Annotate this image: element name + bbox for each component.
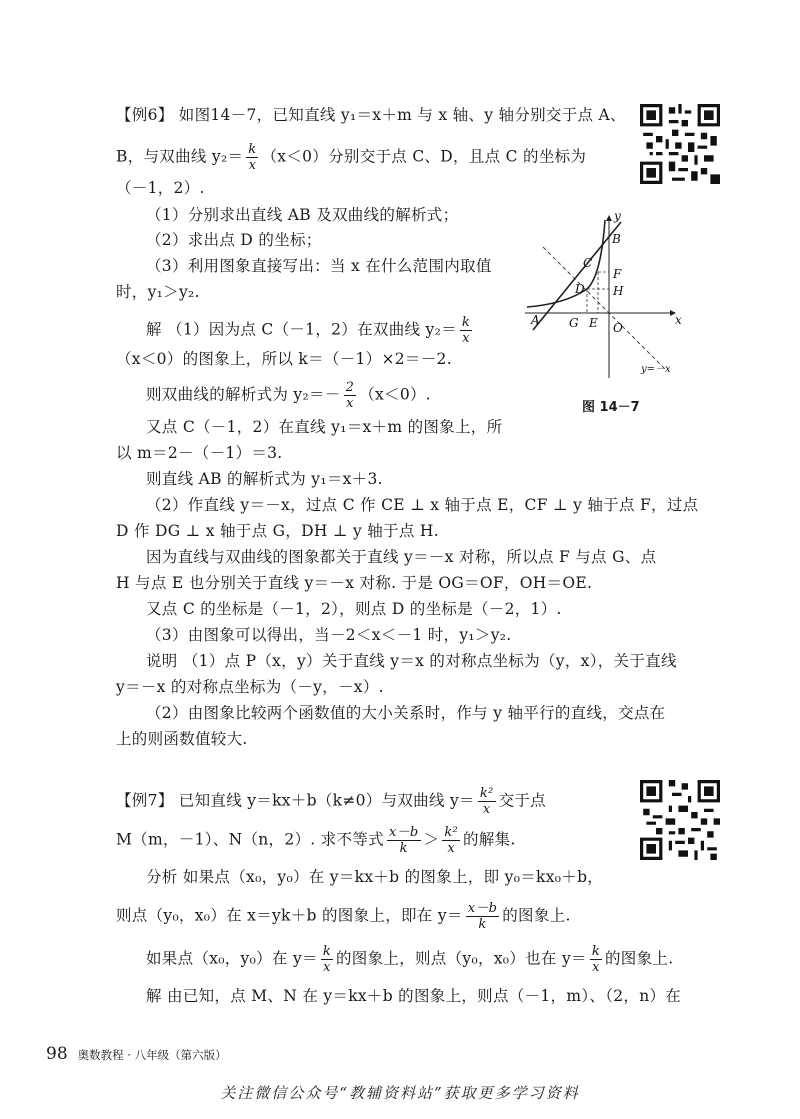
fraction-k2-over-x-2 [442, 825, 460, 856]
ex6-sol-2 [146, 380, 431, 411]
frac-num: k [322, 944, 331, 959]
frac-den: x [447, 841, 455, 856]
ex6-note-1: 说明 （1）点 P（x，y）关于直线 y＝x 的对称点坐标为（y，x），关于直线 [146, 652, 677, 670]
ex7-line-2 [116, 825, 516, 856]
ex7-line-2a: M（m，－1）、N（n，2）. 求不等式 [116, 830, 384, 849]
ex7-analysis-3b: 的图象上，则点（y₀，x₀）也在 y＝ [336, 949, 587, 968]
label-line: y=－x [641, 364, 671, 375]
frac-num: k [591, 944, 600, 959]
frac-den: x [346, 396, 354, 411]
ex6-sol-5: 则直线 AB 的解析式为 y₁＝x＋3. [146, 470, 383, 488]
ex7-solution-1: 解 由已知，点 M、N 在 y＝kx＋b 的图象上，则点（－1，m）、（2，n）在 [146, 987, 682, 1005]
page-number: 98 [46, 1044, 68, 1064]
label-o: O [613, 321, 623, 335]
ex6-note-3: （2）由图象比较两个函数值的大小关系时，作与 y 轴平行的直线，交点在 [146, 704, 666, 722]
line-y-neg-x [543, 247, 665, 369]
ex7-analysis-2a: 则点（y₀，x₀）在 x＝yk＋b 的图象上，即在 y＝ [116, 906, 463, 925]
ex7-line-2b: 的解集. [463, 830, 516, 849]
ex6-line-2a: B，与双曲线 y₂＝ [116, 147, 244, 166]
page-footer [46, 1044, 227, 1064]
label-a: A [531, 313, 540, 327]
frac-num: x－b [388, 825, 419, 840]
ex6-sol-10: 又点 C 的坐标是（－1，2），则点 D 的坐标是（－2，1）. [146, 600, 562, 618]
frac-num: k [248, 142, 257, 157]
ex6-line-1: 【例6】 如图14－7，已知直线 y₁＝x＋m 与 x 轴、y 轴分别交于点 A、 [116, 106, 626, 124]
ex7-analysis-3 [146, 944, 673, 975]
frac-num: 2 [345, 380, 355, 395]
fraction-k-over-x-2 [460, 315, 472, 346]
ex6-line-3: （－1，2）. [116, 179, 205, 197]
ex7-line-1 [116, 786, 546, 817]
ex6-sol-7: D 作 DG ⊥ x 轴于点 G，DH ⊥ y 轴于点 H. [116, 522, 439, 540]
label-x: x [675, 313, 682, 327]
hyperbola [527, 220, 605, 307]
ex6-q3: （3）利用图象直接写出：当 x 在什么范围内取值 [146, 257, 492, 275]
ex6-q1: （1）分别求出直线 AB 及双曲线的解析式； [146, 206, 459, 224]
ex7-line-1a: 【例7】 已知直线 y＝kx＋b（k≠0）与双曲线 y＝ [116, 791, 475, 810]
qr-code-icon-2 [640, 780, 720, 860]
line-ab [533, 222, 621, 330]
label-b: B [612, 232, 621, 246]
ex7-line-1b: 交于点 [498, 791, 546, 810]
ex7-analysis-3a: 如果点（x₀，y₀）在 y＝ [146, 949, 318, 968]
frac-den: k [478, 917, 487, 932]
label-f: F [613, 267, 622, 281]
greater-than: ＞ [423, 830, 440, 849]
frac-den: x [592, 960, 600, 975]
label-e: E [589, 316, 598, 330]
ex7-analysis-1: 分析 如果点（x₀，y₀）在 y＝kx＋b 的图象上，即 y₀＝kx₀＋b， [146, 868, 604, 886]
fraction-k-over-x-3 [321, 944, 333, 975]
label-g: G [569, 316, 579, 330]
book-title: 奥数教程 · 八年级（第六版） [77, 1048, 227, 1062]
ex6-sol-1a: 解 （1）因为点 C（－1，2）在双曲线 y₂＝ [146, 320, 457, 339]
frac-den: k [399, 841, 408, 856]
label-c: C [583, 256, 593, 270]
frac-den: x [248, 158, 257, 173]
ex6-sol-1b: （x＜0）的图象上，所以 k＝（－1）×2＝－2. [116, 350, 452, 368]
ex6-sol-11: （3）由图象可以得出，当－2＜x＜－1 时，y₁＞y₂. [146, 626, 512, 644]
ex6-note-4: 上的则函数值较大. [116, 730, 248, 748]
ex7-analysis-2 [116, 901, 571, 932]
frac-den: x [482, 802, 491, 817]
frac-num: k² [444, 825, 459, 840]
frac-num: k² [479, 786, 494, 801]
ex6-line-2 [116, 142, 586, 173]
frac-num: x－b [467, 901, 498, 916]
ex7-analysis-3c: 的图象上. [605, 949, 674, 968]
ex6-q2: （2）求出点 D 的坐标； [146, 231, 322, 249]
fraction-2-over-x [344, 380, 357, 411]
ex6-sol-2a: 则双曲线的解析式为 y₂＝－ [146, 385, 341, 404]
fraction-k-over-x [246, 142, 258, 173]
label-h: H [613, 284, 624, 298]
ex6-sol-1 [146, 315, 475, 346]
frac-den: x [323, 960, 331, 975]
label-d: D [575, 282, 585, 296]
fraction-xb-over-k-2 [466, 901, 500, 932]
fraction-xb-over-k [387, 825, 421, 856]
ex6-line-2b: （x＜0）分别交于点 C、D，且点 C 的坐标为 [261, 147, 587, 166]
ex7-analysis-2b: 的图象上. [502, 906, 571, 925]
fraction-k2-over-x [478, 786, 496, 817]
qr-code-icon [640, 104, 720, 184]
frac-num: k [461, 315, 471, 330]
fraction-k-over-x-4 [590, 944, 602, 975]
figure-14-7 [525, 210, 685, 380]
ex6-q3b: 时，y₁＞y₂. [116, 283, 200, 301]
label-y: y [614, 210, 621, 223]
figure-caption: 图 14－7 [582, 400, 640, 415]
ex6-sol-2b: （x＜0）. [359, 385, 432, 404]
ex6-sol-8: 因为直线与双曲线的图象都关于直线 y＝－x 对称，所以点 F 与点 G、点 [146, 548, 657, 566]
ex6-sol-4: 以 m＝2－（－1）＝3. [116, 444, 283, 462]
ex6-sol-3: 又点 C（－1，2）在直线 y₁＝x＋m 的图象上，所 [146, 418, 503, 436]
ex6-sol-6: （2）作直线 y＝－x，过点 C 作 CE ⊥ x 轴于点 E，CF ⊥ y 轴于点 F，过点 [146, 496, 699, 514]
frac-den: x [462, 331, 470, 346]
ex6-note-2: y＝－x 的对称点坐标为（－y，－x）. [116, 678, 384, 696]
ex6-sol-9: H 与点 E 也分别关于直线 y＝－x 对称. 于是 OG＝OF，OH＝OE. [116, 574, 593, 592]
bottom-note: 关注微信公众号“教辅资料站”获取更多学习资料 [220, 1084, 580, 1102]
